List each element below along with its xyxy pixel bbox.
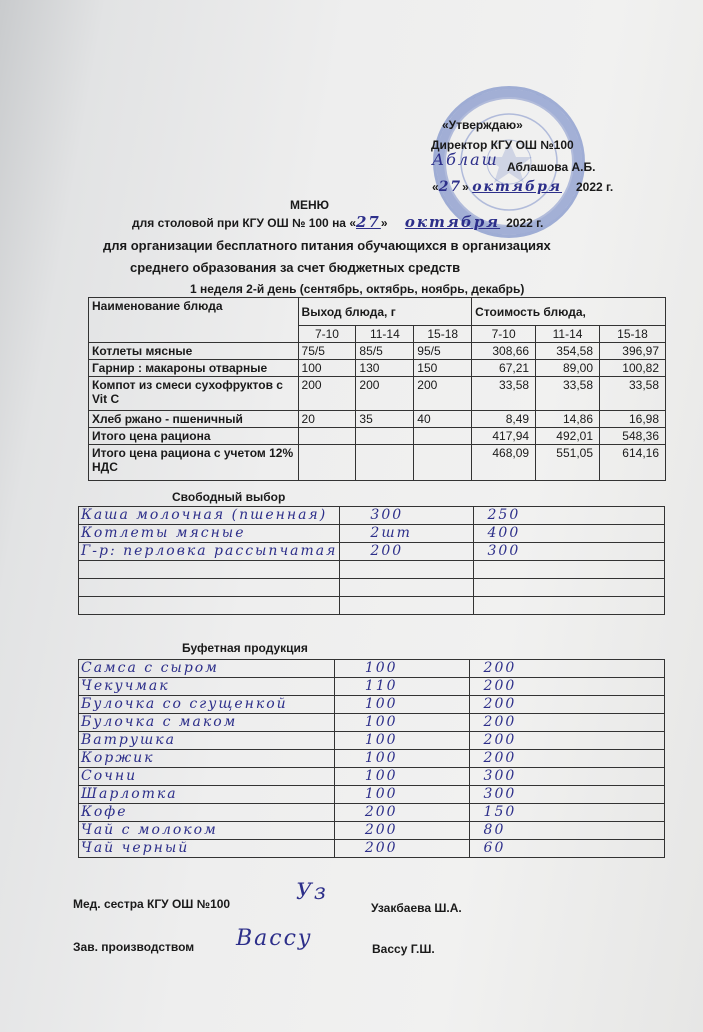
handwritten-price: 60 xyxy=(469,840,664,858)
handwritten-price: 200 xyxy=(469,732,664,750)
handwritten-qty: 110 xyxy=(334,678,469,696)
dish-output xyxy=(298,428,356,445)
chef-name: Вассу Г.Ш. xyxy=(372,942,435,956)
buffet-title: Буфетная продукция xyxy=(182,641,308,655)
handwritten-qty: 100 xyxy=(334,696,469,714)
handwritten-price: 300 xyxy=(473,543,664,561)
dish-cost: 468,09 xyxy=(472,445,536,481)
list-item xyxy=(79,840,665,858)
handwritten-price: 200 xyxy=(469,750,664,768)
col-header-output: Выход блюда, г xyxy=(298,298,472,326)
table-row xyxy=(89,377,666,411)
dish-cost: 551,05 xyxy=(536,445,600,481)
col-header-name: Наименование блюда xyxy=(89,298,299,343)
handwritten-qty: 100 xyxy=(334,750,469,768)
approval-date: «27» октября 2022 г. xyxy=(432,179,614,195)
handwritten-qty: 100 xyxy=(334,714,469,732)
table-row xyxy=(89,428,666,445)
dish-cost: 33,58 xyxy=(472,377,536,411)
dish-cost: 16,98 xyxy=(600,411,666,428)
handwritten-name: Котлеты мясные xyxy=(79,525,340,543)
dish-output: 200 xyxy=(298,377,356,411)
dish-cost: 614,16 xyxy=(600,445,666,481)
handwritten-price: 200 xyxy=(469,714,664,732)
free-choice-table xyxy=(78,506,665,615)
dish-output xyxy=(356,445,414,481)
handwritten-price xyxy=(473,561,664,579)
handwritten-name: Булочка со сгущенкой xyxy=(79,696,335,714)
handwritten-price xyxy=(473,597,664,615)
handwritten-qty: 100 xyxy=(334,660,469,678)
list-item xyxy=(79,660,665,678)
handwritten-name: Чай с молоком xyxy=(79,822,335,840)
age-header: 11-14 xyxy=(536,326,600,343)
list-item xyxy=(79,597,665,615)
menu-subtitle: для столовой при КГУ ОШ № 100 на «27» октября 2022 г. xyxy=(132,213,544,231)
handwritten-price: 400 xyxy=(473,525,664,543)
list-item xyxy=(79,714,665,732)
dish-output: 85/5 xyxy=(356,343,414,360)
age-header: 15-18 xyxy=(414,326,472,343)
dish-cost: 100,82 xyxy=(600,360,666,377)
handwritten-name: Коржик xyxy=(79,750,335,768)
list-item xyxy=(79,579,665,597)
approval-signature: Аблаш xyxy=(432,150,499,169)
dish-cost: 396,97 xyxy=(600,343,666,360)
dish-name: Итого цена рациона xyxy=(89,428,299,445)
dish-name: Итого цена рациона с учетом 12% НДС xyxy=(89,445,299,481)
handwritten-name: Ватрушка xyxy=(79,732,335,750)
buffet-table xyxy=(78,659,665,858)
dish-output: 75/5 xyxy=(298,343,356,360)
handwritten-qty: 100 xyxy=(334,786,469,804)
week-line: 1 неделя 2-й день (сентябрь, октябрь, ноябрь, декабрь) xyxy=(190,282,525,296)
handwritten-price xyxy=(473,579,664,597)
handwritten-price: 200 xyxy=(469,696,664,714)
dish-output: 200 xyxy=(414,377,472,411)
handwritten-name: Шарлотка xyxy=(79,786,335,804)
handwritten-name xyxy=(79,597,340,615)
dish-name: Котлеты мясные xyxy=(89,343,299,360)
dish-output: 200 xyxy=(356,377,414,411)
dish-cost: 67,21 xyxy=(472,360,536,377)
nurse-label: Мед. сестра КГУ ОШ №100 xyxy=(73,897,231,911)
handwritten-name: Самса с сыром xyxy=(79,660,335,678)
dish-output: 100 xyxy=(298,360,356,377)
handwritten-qty: 200 xyxy=(334,840,469,858)
list-item xyxy=(79,804,665,822)
table-row xyxy=(89,411,666,428)
dish-output: 150 xyxy=(414,360,472,377)
dish-output xyxy=(414,445,472,481)
handwritten-name: Г-р: перловка рассыпчатая xyxy=(79,543,340,561)
table-row xyxy=(89,445,666,481)
list-item xyxy=(79,822,665,840)
handwritten-qty xyxy=(340,597,473,615)
dish-output: 130 xyxy=(356,360,414,377)
handwritten-name xyxy=(79,561,340,579)
handwritten-price: 150 xyxy=(469,804,664,822)
dish-cost: 33,58 xyxy=(536,377,600,411)
dish-output: 35 xyxy=(356,411,414,428)
handwritten-qty: 100 xyxy=(334,768,469,786)
handwritten-qty: 200 xyxy=(334,804,469,822)
age-header: 7-10 xyxy=(472,326,536,343)
dish-cost: 354,58 xyxy=(536,343,600,360)
purpose-line-1: для организации бесплатного питания обучающихся в организациях xyxy=(103,238,551,253)
dish-name: Компот из смеси сухофруктов с Vit C xyxy=(89,377,299,411)
approval-position: Директор КГУ ОШ №100 xyxy=(431,138,574,152)
handwritten-price: 200 xyxy=(469,660,664,678)
handwritten-qty: 200 xyxy=(334,822,469,840)
list-item xyxy=(79,786,665,804)
approval-title: «Утверждаю» xyxy=(442,118,523,132)
handwritten-price: 250 xyxy=(473,507,664,525)
handwritten-price: 80 xyxy=(469,822,664,840)
dish-cost: 492,01 xyxy=(536,428,600,445)
handwritten-qty xyxy=(340,579,473,597)
list-item xyxy=(79,525,665,543)
handwritten-qty xyxy=(340,561,473,579)
handwritten-name xyxy=(79,579,340,597)
dish-output: 20 xyxy=(298,411,356,428)
dish-output: 95/5 xyxy=(414,343,472,360)
list-item xyxy=(79,732,665,750)
dish-cost: 417,94 xyxy=(472,428,536,445)
handwritten-name: Чекучмак xyxy=(79,678,335,696)
menu-table xyxy=(88,297,666,481)
list-item xyxy=(79,768,665,786)
col-header-cost: Стоимость блюда, xyxy=(472,298,666,326)
handwritten-qty: 2шт xyxy=(340,525,473,543)
purpose-line-2: среднего образования за счет бюджетных средств xyxy=(130,260,461,275)
handwritten-name: Каша молочная (пшенная) xyxy=(79,507,340,525)
handwritten-qty: 200 xyxy=(340,543,473,561)
dish-name: Гарнир : макароны отварные xyxy=(89,360,299,377)
list-item xyxy=(79,696,665,714)
chef-label: Зав. производством xyxy=(73,940,195,954)
table-row xyxy=(89,343,666,360)
nurse-signature: Уз xyxy=(296,880,328,905)
age-header: 15-18 xyxy=(600,326,666,343)
age-header: 7-10 xyxy=(298,326,356,343)
dish-name: Хлеб ржано - пшеничный xyxy=(89,411,299,428)
list-item xyxy=(79,561,665,579)
handwritten-name: Чай черный xyxy=(79,840,335,858)
list-item xyxy=(79,678,665,696)
dish-cost: 14,86 xyxy=(536,411,600,428)
menu-title: МЕНЮ xyxy=(290,198,330,212)
handwritten-price: 200 xyxy=(469,678,664,696)
nurse-name: Узакбаева Ш.А. xyxy=(371,901,462,915)
approval-name: Аблашова А.Б. xyxy=(507,160,596,174)
dish-cost: 8,49 xyxy=(472,411,536,428)
dish-output xyxy=(298,445,356,481)
dish-cost: 33,58 xyxy=(600,377,666,411)
age-header: 11-14 xyxy=(356,326,414,343)
handwritten-name: Булочка с маком xyxy=(79,714,335,732)
list-item xyxy=(79,543,665,561)
dish-cost: 89,00 xyxy=(536,360,600,377)
chef-signature: Вассу xyxy=(236,926,313,951)
dish-cost: 548,36 xyxy=(600,428,666,445)
table-row xyxy=(89,360,666,377)
free-choice-title: Свободный выбор xyxy=(172,490,286,504)
dish-output: 40 xyxy=(414,411,472,428)
dish-output xyxy=(414,428,472,445)
handwritten-name: Сочни xyxy=(79,768,335,786)
handwritten-qty: 100 xyxy=(334,732,469,750)
handwritten-price: 300 xyxy=(469,768,664,786)
handwritten-qty: 300 xyxy=(340,507,473,525)
dish-cost: 308,66 xyxy=(472,343,536,360)
handwritten-price: 300 xyxy=(469,786,664,804)
handwritten-name: Кофе xyxy=(79,804,335,822)
dish-output xyxy=(356,428,414,445)
list-item xyxy=(79,507,665,525)
list-item xyxy=(79,750,665,768)
